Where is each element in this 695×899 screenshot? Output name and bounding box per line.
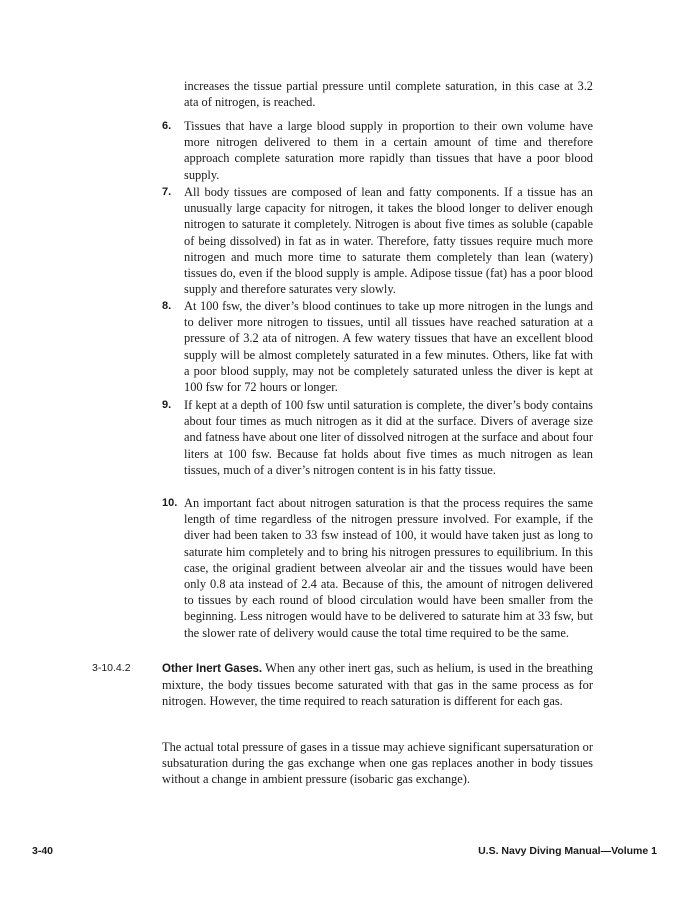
section-3-10-4-2 — [92, 660, 593, 710]
section-paragraph — [162, 660, 593, 710]
list-item-number: 9. — [162, 399, 172, 411]
list-item-8 — [162, 298, 593, 395]
final-paragraph: The actual total pressure of gases in a tissue may achieve significant supersaturation or subsaturation during the gas exchange when one gas replaces another in body tissues without a change in ambient pressure (isobaric gas exchange). — [162, 740, 593, 787]
list-item-text: At 100 fsw, the diver’s blood continues to take up more nitrogen in the lungs and to deliver more nitrogen to tissues, until all tissues have reached saturation at a pressure of 3.2 ata of nitrogen. A few watery tissues that have an excellent blood supply will be almost completely saturated in a few minutes. Others, like fat with a poor blood supply, may not be completely saturated unless the diver is kept at 100 fsw for 72 hours or longer. — [184, 299, 593, 395]
list-item-number: 7. — [162, 186, 172, 198]
section-title: Other Inert Gases. — [162, 663, 263, 675]
list-item-9 — [162, 397, 593, 478]
list-item-number: 10. — [162, 497, 178, 509]
section-number: 3-10.4.2 — [92, 662, 131, 674]
list-item-text: Tissues that have a large blood supply in proportion to their own volume have more nitrogen delivered to them in a certain amount of time and therefore approach complete saturation more rapidly than tissues that have a poor blood supply. — [184, 119, 593, 182]
list-item-text: An important fact about nitrogen saturation is that the process requires the same length of time regardless of the nitrogen pressure involved. For example, if the diver had been taken to 33 fsw instead of 100, it would have taken just as long to saturate him completely and to bring his nitrogen pressures to equilibrium. In this case, the original gradient between alveolar air and the tissues would have been only 0.8 ata instead of 2.4 ata. Because of this, the amount of nitrogen delivered to tissues by each round of blood circulation would have been smaller from the beginning. Less nitrogen would have to be delivered to saturate him at 33 fsw, but the slower rate of delivery would cause the total time required to be the same. — [184, 496, 593, 640]
list-item-text: If kept at a depth of 100 fsw until saturation is complete, the diver’s body contains about four times as much nitrogen as it did at the surface. Divers of average size and fatness have about one liter of dissolved nitrogen at the surface and about four liters at 100 fsw. Because fat holds about five times as much nitrogen as lean tissues, much of a diver’s nitrogen content is in his fatty tissue. — [184, 398, 593, 477]
list-item-text: All body tissues are composed of lean and fatty components. If a tissue has an unusually large capacity for nitrogen, it takes the blood longer to deliver enough nitrogen to saturate it completely. Nitrogen is about five times as soluble (capable of being dissolved) in fat as in water. Therefore, fatty tissues require much more nitrogen and much more time to saturate them completely than lean (watery) tissues do, even if the blood supply is ample. Adipose tissue (fat) has a poor blood supply and therefore saturates very slowly. — [184, 185, 593, 297]
list-item-10 — [162, 495, 593, 641]
page-number: 3-40 — [32, 845, 54, 857]
section-text: When any other inert gas, such as helium, is used in the breathing mixture, the body tissues become saturated with that gas in the same process as for nitrogen. However, the time required to reach saturation is different for each gas. — [162, 661, 593, 709]
list-item-number: 6. — [162, 120, 172, 132]
manual-title: U.S. Navy Diving Manual—Volume 1 — [478, 845, 657, 857]
list-item-7 — [162, 184, 593, 297]
continuation-paragraph: increases the tissue partial pressure until complete saturation, in this case at 3.2 ata of nitrogen, is reached. — [184, 79, 593, 110]
list-item-number: 8. — [162, 300, 172, 312]
list-item-6 — [162, 118, 593, 183]
